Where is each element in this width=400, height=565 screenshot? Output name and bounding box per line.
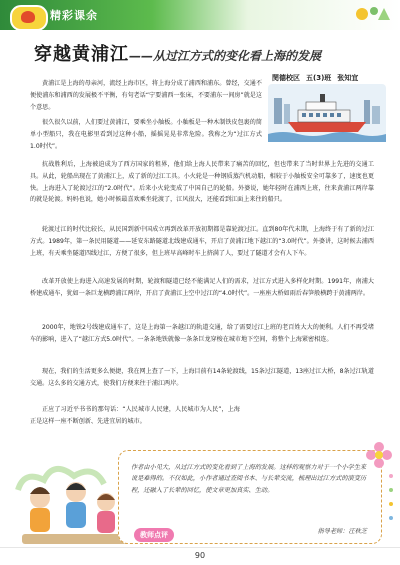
paragraph-6: 2000年，地铁2号线建成通车了，这是上海第一条越江的轨道交通，给了需要过江上班的老百姓大大的便利。人们不再受堵车的影响，进入了“越江方式5.0时代”。一条条地铁就像一条条巨龙穿梭在城市地下空间，将整个上海紧密相连。 (30, 324, 374, 343)
author-name: 张知宜 (337, 74, 359, 82)
paragraph-2: 很久很久以前，人们要过黄浦江，要乘坐小舢板。小舢板是一种木制铁皮包裹的简单小型船只，我在电影里看到过这种小船，摇摇晃晃非常危险。我称之为“过江方式1.0时代”。 (30, 119, 262, 150)
article-title: 穿越黄浦江 (34, 44, 129, 65)
corner-decoration-icon (352, 2, 392, 26)
byline (272, 73, 364, 83)
flower-icon (364, 440, 394, 470)
paragraph-3: 抗战胜利后，上海被迫成为了西方国家的租界，他们给上海人民带来了痛苦的回忆，但也带来了当时世界上先进的交通工具。从此，轮船出现在了黄浦江上，成了新的过江工具。小火轮是一种钢质蒸汽机动船，相较于小舢板安全可靠多了，速度也更快。上海进入了轮渡过江的“2.0时代”。后来小火轮变成了中国自己的轮船。外婆说，她年轻时在浦西上班，往来黄浦江两岸靠的就是轮渡。妈妈也说，她小时候最喜欢乘坐轮渡了，江风很大，还能看到江面上来往的船只。 (30, 161, 374, 204)
page-number: 90 (194, 551, 206, 560)
paragraph-5: 改革开放使上海进入高速发展的时期，轮渡和隧道已经不能满足人们的需求，过江方式进入多样化时期。1991年，南浦大桥建成通车，犹如一条巨龙横跨浦江两岸，开启了黄浦江上空中过江的“4.0时代”。一座座大桥如雨后春笋般横跨于黄浦两岸。 (30, 278, 374, 297)
class-name: 五(3)班 (306, 74, 332, 82)
school-name: 閔德校区 (272, 74, 300, 82)
article-subtitle: ——从过江方式的变化看上海的发展 (129, 49, 322, 63)
comment-label: 教师点评 (134, 528, 174, 542)
paragraph-8: 正应了习近平书书的那句话：“人民城市人民建，人民城市为人民”，上海正是这样一座不断创新、先进宜居的城市。 (30, 406, 240, 425)
paragraph-4: 轮渡过江的时代比较长，从民国到新中国成立再到改革开放初期都是靠轮渡过江。直到80年代末期，上海终于有了新的过江方式。1989年，第一条民用隧道——延安东路隧道北线建成通车，开启了黄浦江地下越江的“3.0时代”。外婆讲，这时候去浦西上班，有天乘坐隧道四线过江，方便了很多，但上班早高峰时车上挤满了人，要过了隧道才会有人下车。 (30, 226, 374, 257)
ferry-illustration (268, 84, 386, 142)
article-title-block (34, 40, 321, 66)
paragraph-1: 黄浦江是上海的母亲河，流经上海市区，将上海分成了浦西和浦东。曾经，交通不便使浦东和浦西的发展极不平衡，有句老话“宁要浦西一张床，不要浦东一间房”就是这个意思。 (30, 80, 262, 111)
column-logo-icon (10, 5, 48, 31)
paragraph-7: 现在，我们的生活更多么便捷，我在网上查了一下，上海目前有14条轮渡线，15条过江隧道，13座过江大桥，8条过江轨道交通。这么多的交通方式，使我们方便来往于浦江两岸。 (30, 368, 374, 387)
teacher-signature: 指导老师：汪秋芝 (317, 528, 367, 535)
teacher-comment-text: 作者由小见大，从过江方式的变化看到了上海的发展。这样的观察力对于一个小学生来说是难得的。不仅如此，小作者通过查阅书本、与长辈交流，梳理出过江方式的演变历程，还融入了长辈的回忆，使文章更加真实、生动。 (131, 464, 367, 494)
decorative-dots-icon (386, 470, 396, 530)
section-tag: 精彩课余 (50, 9, 98, 22)
footer-divider (0, 547, 400, 548)
